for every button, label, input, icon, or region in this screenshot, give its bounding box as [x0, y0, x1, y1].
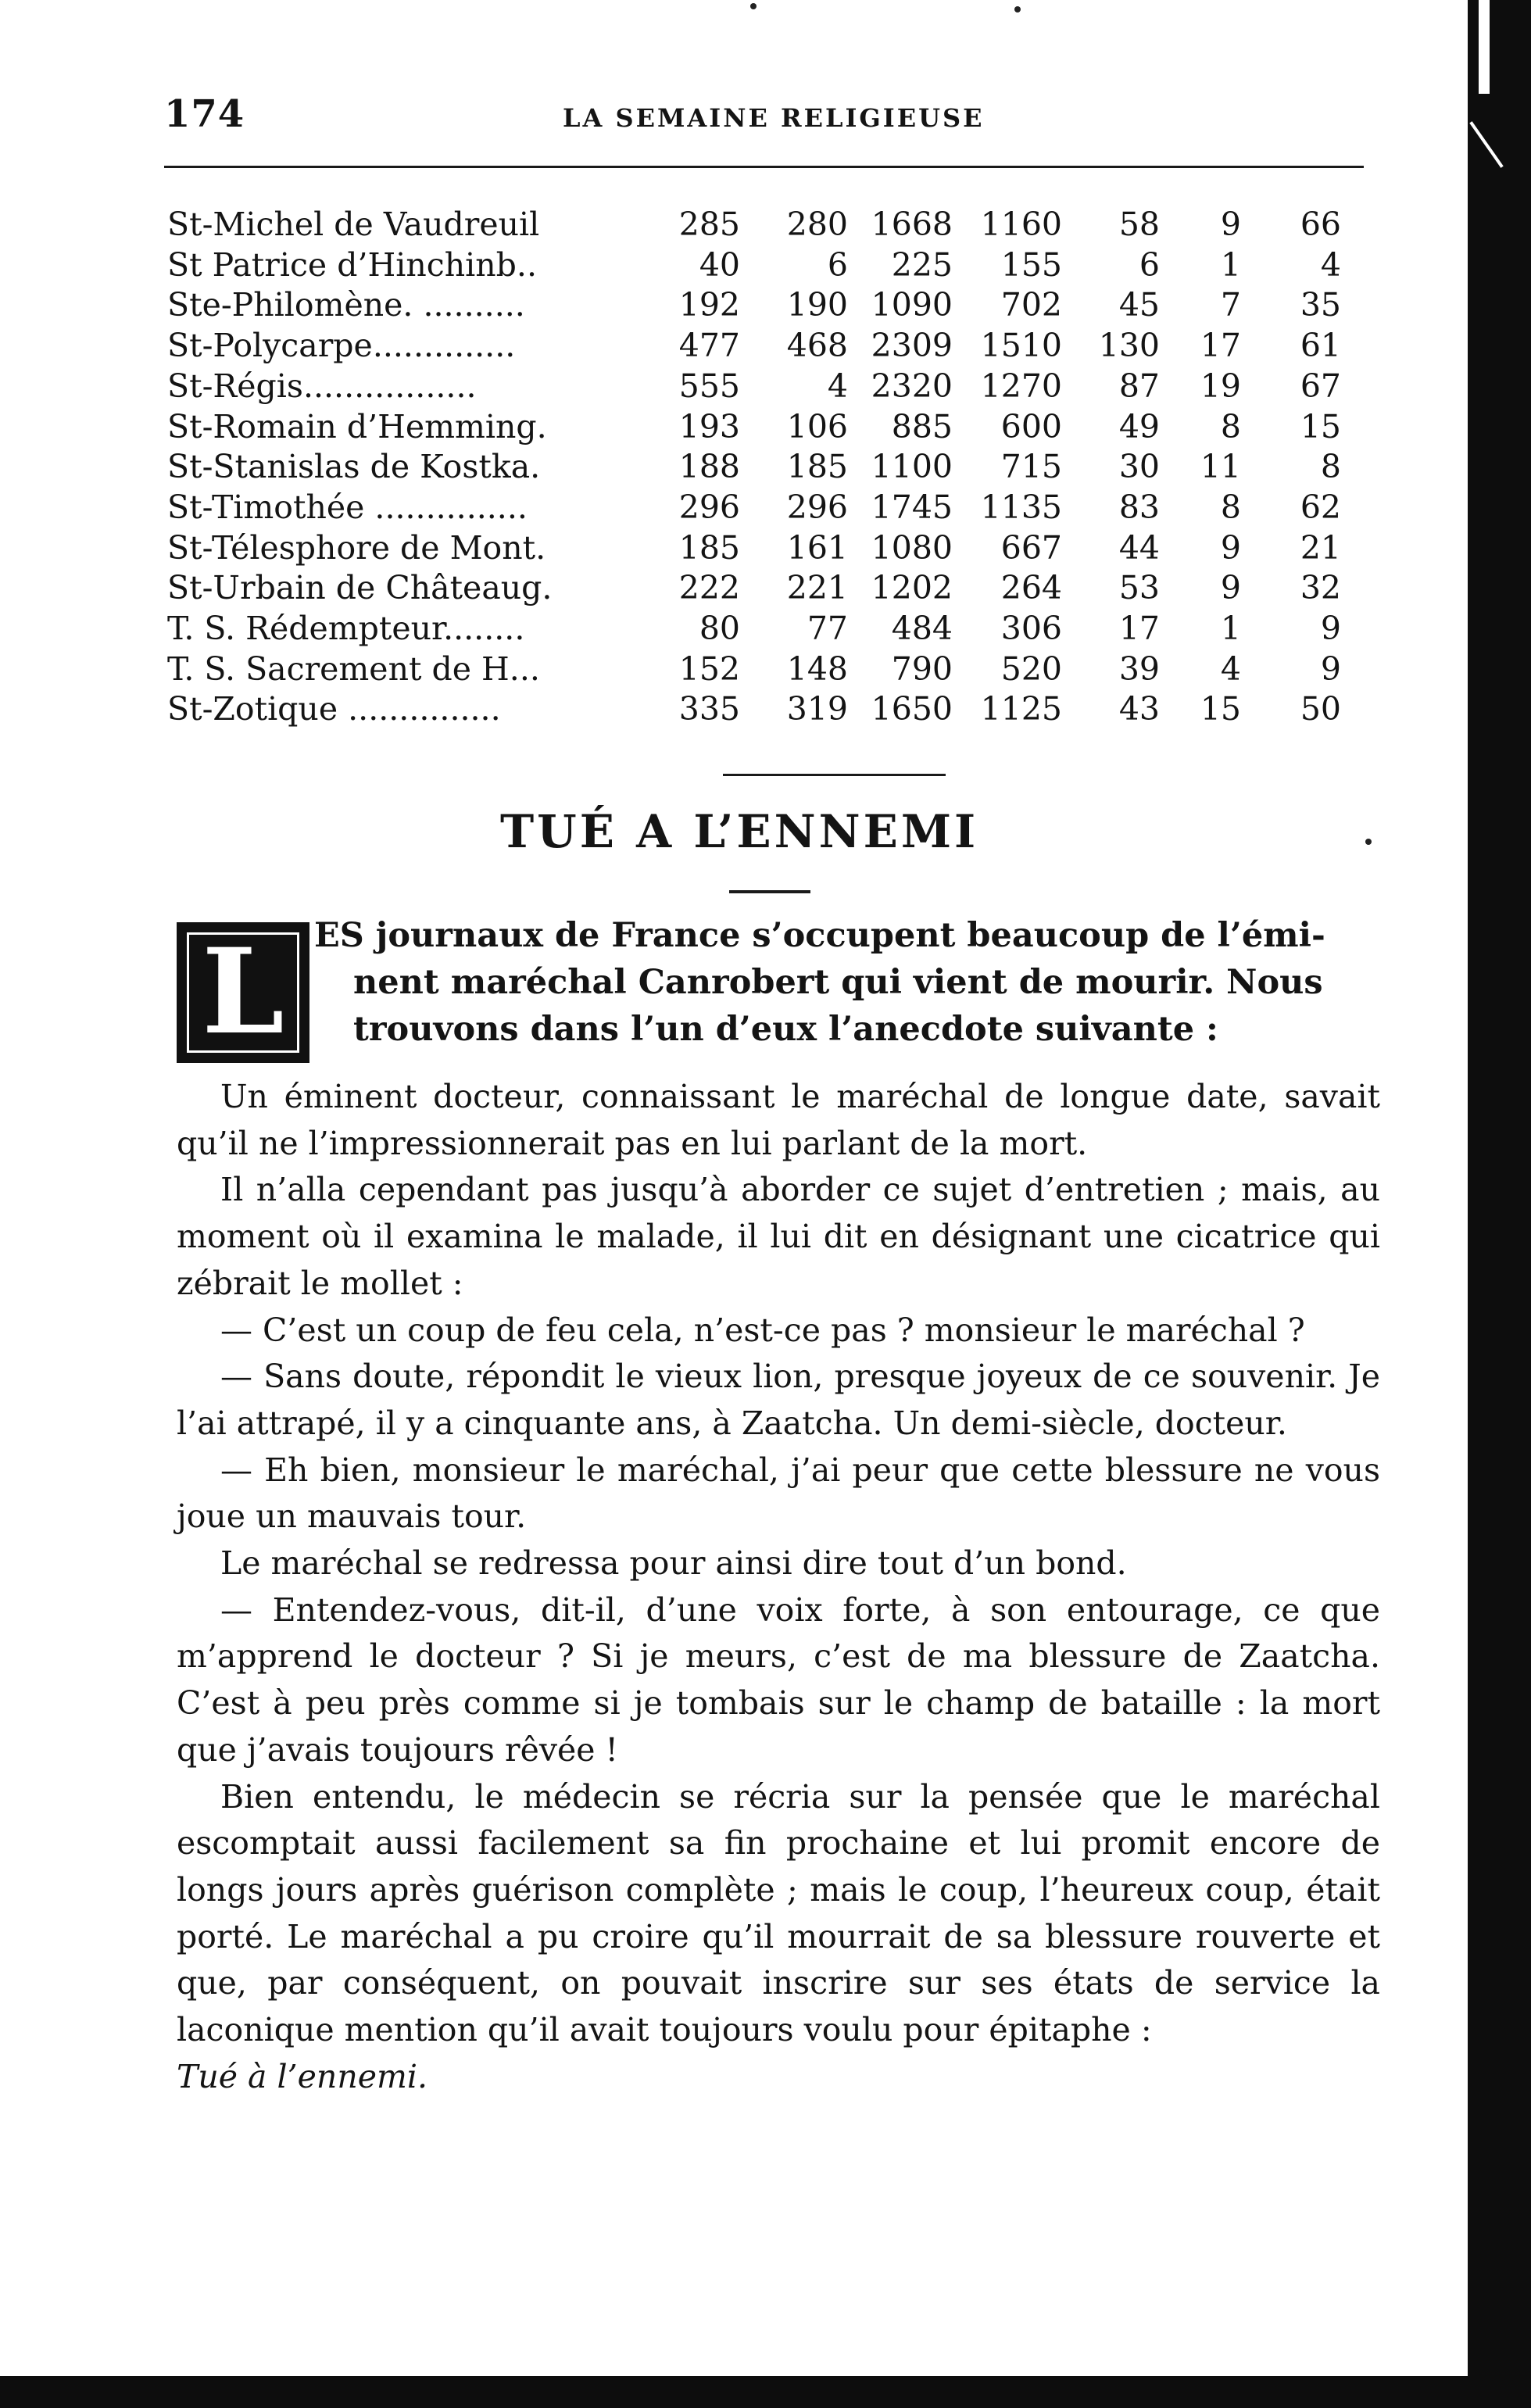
dropcap-letter: L	[202, 923, 284, 1061]
value-cell: 15	[1300, 407, 1341, 445]
parish-name-cell: St-Polycarpe..............	[167, 327, 516, 365]
value-cell: 87	[1118, 367, 1160, 405]
parish-name-cell: St-Régis.................	[167, 367, 477, 405]
value-cell: 53	[1118, 569, 1160, 607]
value-cell: 44	[1118, 528, 1160, 567]
title-rule	[729, 890, 810, 893]
table-row	[167, 407, 1341, 448]
table-row	[167, 367, 1341, 407]
running-head: LA SEMAINE RELIGIEUSE	[563, 103, 985, 133]
table-row	[167, 568, 1341, 609]
value-cell: 600	[1000, 407, 1062, 445]
value-cell: 484	[891, 610, 953, 648]
value-cell: 790	[891, 649, 953, 688]
lead-line: ES journaux de France s’occupent beaucoup de l’émi-	[314, 916, 1325, 955]
paragraph: Le maréchal se redressa pour ainsi dire tout d’un bond.	[220, 1544, 1127, 1583]
value-cell: 188	[678, 448, 740, 486]
bottom-edge-shadow	[0, 2376, 1531, 2408]
lead-line: nent maréchal Canrobert qui vient de mourir. Nous	[353, 963, 1323, 1002]
parish-name-cell: T. S. Rédempteur........	[167, 610, 525, 648]
value-cell: 4	[1220, 649, 1241, 688]
value-cell: 15	[1200, 690, 1241, 728]
table-row	[167, 488, 1341, 528]
value-cell: 1	[1220, 610, 1241, 648]
value-cell: 45	[1118, 286, 1160, 324]
parish-name-cell: St-Romain d’Hemming.	[167, 407, 547, 445]
lead-line: trouvons dans l’un d’eux l’anecdote suivante :	[353, 1010, 1218, 1049]
value-cell: 62	[1300, 488, 1341, 526]
paragraph: — Sans doute, répondit le vieux lion, presque joyeux de ce souvenir. Je l’ai attrapé, il y a cinquante ans, à Zaatcha. Un demi-siècle, docteur.	[177, 1358, 1380, 1442]
value-cell: 225	[891, 245, 953, 284]
value-cell: 555	[678, 367, 740, 405]
table-row	[167, 528, 1341, 569]
speck	[750, 3, 757, 9]
value-cell: 1125	[980, 690, 1062, 728]
value-cell: 8	[1220, 407, 1241, 445]
value-cell: 152	[678, 649, 740, 688]
value-cell: 1270	[980, 367, 1062, 405]
table-row	[167, 285, 1341, 326]
value-cell: 155	[1000, 245, 1062, 284]
value-cell: 9	[1320, 649, 1341, 688]
paragraph: Un éminent docteur, connaissant le maréchal de longue date, savait qu’il ne l’impressionnerait pas en lui parlant de la mort.	[177, 1078, 1380, 1162]
value-cell: 19	[1200, 367, 1241, 405]
value-cell: 1	[1220, 245, 1241, 284]
value-cell: 1090	[871, 286, 953, 324]
value-cell: 221	[786, 569, 848, 607]
value-cell: 190	[786, 286, 848, 324]
table-row	[167, 205, 1341, 245]
dropcap	[177, 922, 309, 1063]
table-row	[167, 245, 1341, 286]
value-cell: 885	[891, 407, 953, 445]
value-cell: 1650	[871, 690, 953, 728]
value-cell: 185	[678, 528, 740, 567]
paragraph: Il n’alla cependant pas jusqu’à aborder ce sujet d’entretien ; mais, au moment où il examina le malade, il lui dit en désignant une cicatrice qui zébrait le mollet :	[177, 1171, 1380, 1302]
page-header	[164, 92, 1364, 147]
table-row	[167, 649, 1341, 690]
value-cell: 61	[1300, 327, 1341, 365]
page-edge-shadow	[1468, 0, 1531, 2408]
paragraph: — Entendez-vous, dit-il, d’une voix forte, à son entourage, ce que m’apprend le docteur ? Si je meurs, c’est de ma blessure de Zaatcha. C’est à peu près comme si je tombais sur le champ de bataille : la mort que j’avais toujours rêvée !	[177, 1590, 1380, 1769]
value-cell: 106	[786, 407, 848, 445]
value-cell: 17	[1200, 327, 1241, 365]
page-number: 174	[164, 92, 245, 136]
value-cell: 2309	[871, 327, 953, 365]
value-cell: 296	[678, 488, 740, 526]
parish-name-cell: St-Télesphore de Mont.	[167, 528, 546, 567]
value-cell: 30	[1118, 448, 1160, 486]
parish-statistics-table	[167, 205, 1341, 730]
value-cell: 49	[1118, 407, 1160, 445]
value-cell: 715	[1000, 448, 1062, 486]
header-rule	[164, 166, 1364, 168]
value-cell: 11	[1200, 448, 1241, 486]
value-cell: 39	[1118, 649, 1160, 688]
value-cell: 1745	[871, 488, 953, 526]
value-cell: 8	[1220, 488, 1241, 526]
table-row	[167, 326, 1341, 367]
speck	[1365, 839, 1372, 845]
value-cell: 17	[1118, 610, 1160, 648]
value-cell: 130	[1098, 327, 1160, 365]
value-cell: 58	[1118, 206, 1160, 243]
parish-name-cell: St-Zotique ...............	[167, 690, 501, 728]
value-cell: 335	[678, 690, 740, 728]
parish-name-cell: St-Timothée ...............	[167, 488, 528, 526]
value-cell: 66	[1300, 206, 1341, 243]
value-cell: 319	[786, 690, 848, 728]
paragraph: — C’est un coup de feu cela, n’est-ce pas ? monsieur le maréchal ?	[220, 1311, 1305, 1349]
value-cell: 2320	[871, 367, 953, 405]
value-cell: 702	[1000, 286, 1062, 324]
value-cell: 4	[827, 367, 848, 405]
paragraph: Bien entendu, le médecin se récria sur la pensée que le maréchal escomptait aussi facilement sa fin prochaine et lui promit encore de longs jours après guérison complète ; mais le coup, l’heureux coup, était porté. Le maréchal a pu croire qu’il mourrait de sa blessure rouverte et que, par conséquent, on pouvait inscrire sur ses états de service la laconique mention qu’il avait toujours voulu pour épitaphe :	[177, 1777, 1380, 2049]
parish-name-cell: St-Urbain de Châteaug.	[167, 569, 553, 607]
value-cell: 9	[1220, 206, 1241, 243]
value-cell: 161	[786, 528, 848, 567]
value-cell: 6	[1139, 245, 1160, 284]
value-cell: 4	[1320, 245, 1341, 284]
closing-line: Tué à l’ennemi.	[177, 2057, 428, 2095]
value-cell: 285	[678, 206, 740, 243]
article-body	[177, 1074, 1380, 2100]
table-body	[167, 205, 1341, 730]
value-cell: 222	[678, 569, 740, 607]
value-cell: 185	[786, 448, 848, 486]
value-cell: 477	[678, 327, 740, 365]
value-cell: 264	[1000, 569, 1062, 607]
value-cell: 9	[1320, 610, 1341, 648]
value-cell: 9	[1220, 569, 1241, 607]
value-cell: 1100	[871, 448, 953, 486]
value-cell: 1080	[871, 528, 953, 567]
value-cell: 7	[1220, 286, 1241, 324]
value-cell: 50	[1300, 690, 1341, 728]
value-cell: 1510	[980, 327, 1062, 365]
page-edge-gap	[1479, 0, 1490, 94]
value-cell: 148	[786, 649, 848, 688]
speck	[1014, 6, 1021, 13]
value-cell: 1160	[980, 206, 1062, 243]
value-cell: 43	[1118, 690, 1160, 728]
value-cell: 1668	[871, 206, 953, 243]
value-cell: 40	[699, 245, 740, 284]
value-cell: 1202	[871, 569, 953, 607]
value-cell: 192	[678, 286, 740, 324]
parish-name-cell: T. S. Sacrement de H...	[167, 649, 540, 688]
parish-name-cell: Ste-Philomène. ..........	[167, 286, 525, 324]
value-cell: 35	[1300, 286, 1341, 324]
article-title: TUÉ A L’ENNEMI	[500, 805, 979, 858]
value-cell: 6	[827, 245, 848, 284]
value-cell: 21	[1300, 528, 1341, 567]
value-cell: 83	[1118, 488, 1160, 526]
value-cell: 468	[786, 327, 848, 365]
value-cell: 1135	[980, 488, 1062, 526]
table-row	[167, 689, 1341, 730]
value-cell: 32	[1300, 569, 1341, 607]
value-cell: 193	[678, 407, 740, 445]
table-end-rule	[723, 774, 946, 776]
parish-name-cell: St Patrice d’Hinchinb..	[167, 245, 537, 284]
value-cell: 280	[786, 206, 848, 243]
paragraph: — Eh bien, monsieur le maréchal, j’ai peur que cette blessure ne vous joue un mauvais tour.	[177, 1451, 1380, 1536]
parish-name-cell: St-Stanislas de Kostka.	[167, 448, 541, 486]
table-row	[167, 447, 1341, 488]
value-cell: 296	[786, 488, 848, 526]
value-cell: 67	[1300, 367, 1341, 405]
value-cell: 8	[1320, 448, 1341, 486]
value-cell: 667	[1000, 528, 1062, 567]
value-cell: 80	[699, 610, 740, 648]
value-cell: 520	[1000, 649, 1062, 688]
parish-name-cell: St-Michel de Vaudreuil	[167, 206, 540, 243]
table-row	[167, 609, 1341, 649]
value-cell: 77	[807, 610, 848, 648]
value-cell: 306	[1000, 610, 1062, 648]
value-cell: 9	[1220, 528, 1241, 567]
